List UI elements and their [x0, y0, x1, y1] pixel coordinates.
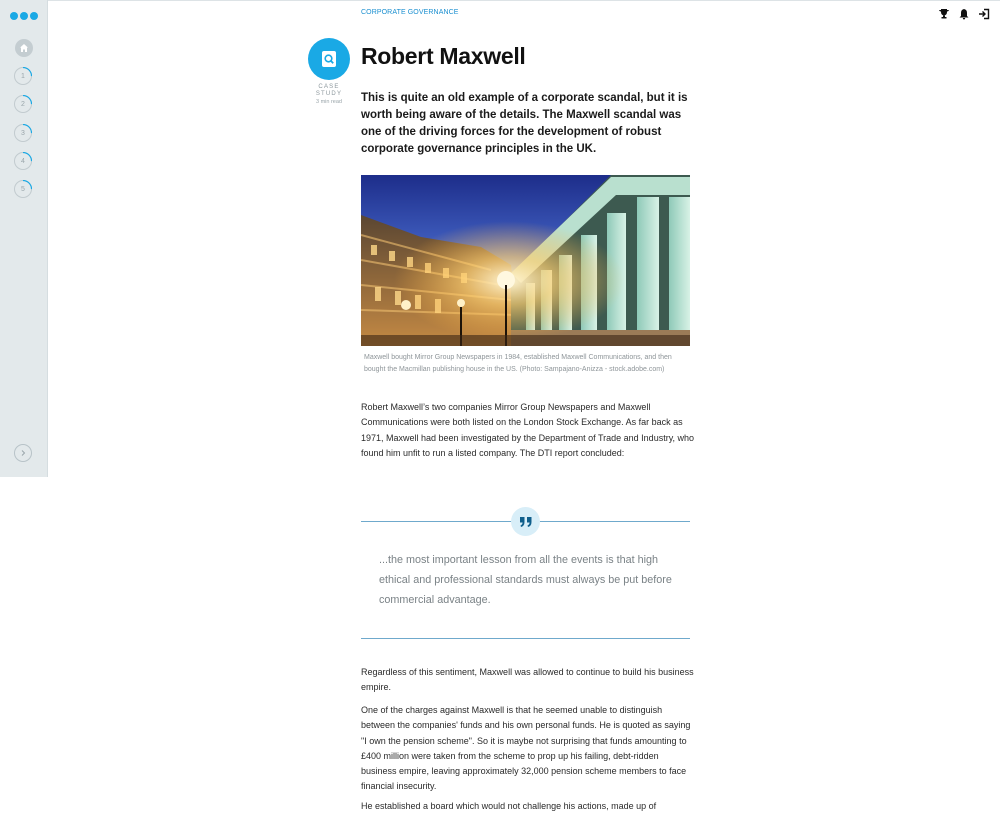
article-paragraph-2: Regardless of this sentiment, Maxwell was allowed to continue to build his business empire.	[361, 667, 694, 693]
app-logo[interactable]	[10, 12, 38, 20]
image-caption: Maxwell bought Mirror Group Newspapers in 1984, established Maxwell Communications, and then bought the Macmillan publishing house in the US. (Photo: Sampajano-Anizza - stock.adobe.com)	[364, 354, 672, 373]
quote-bottom-rule	[361, 638, 690, 639]
article-paragraph-3: One of the charges against Maxwell is that he seemed unable to distinguish between the companies' funds and his own personal funds. He is quoted as saying "I own the pension scheme". So it is maybe not surprising that funds amounting to £400 million were taken from the scheme to prop up his failing, debt-ridden business empire, leaving approximately 32,000 pension scheme members to face financial insecurity.	[361, 705, 691, 792]
sidebar-step-5[interactable]	[14, 180, 32, 198]
content-type-label	[309, 84, 349, 98]
step-number: 3	[21, 129, 25, 137]
trophy-icon[interactable]	[938, 7, 950, 19]
pull-quote: ...the most important lesson from all the events is that high ethical and professional standards must always be put before commercial advantage.	[379, 554, 672, 606]
step-progress-ring	[14, 67, 32, 85]
article-paragraph-4: He established a board which would not challenge his actions, made up of	[361, 801, 657, 811]
sidebar-step-1[interactable]	[14, 67, 32, 85]
chevron-right-icon	[19, 449, 27, 457]
step-progress-ring	[14, 152, 32, 170]
category-link[interactable]: CORPORATE GOVERNANCE	[361, 9, 459, 16]
page-title: Robert Maxwell	[361, 43, 526, 69]
step-number: 1	[21, 72, 25, 80]
content-type-line1: CASE	[318, 84, 340, 90]
top-divider	[0, 0, 1000, 1]
bell-icon[interactable]	[958, 7, 970, 19]
read-time: 3 min read	[316, 99, 342, 105]
sidebar	[0, 0, 48, 477]
next-step-button[interactable]	[14, 444, 32, 462]
case-study-badge	[308, 38, 350, 80]
quote-icon	[511, 507, 540, 536]
sidebar-step-2[interactable]	[14, 95, 32, 113]
step-number: 4	[21, 157, 25, 165]
search-document-icon	[318, 48, 340, 70]
step-progress-ring	[14, 180, 32, 198]
article-image	[361, 175, 690, 346]
step-number: 5	[21, 185, 25, 193]
sidebar-step-4[interactable]	[14, 152, 32, 170]
step-progress-ring	[14, 124, 32, 142]
home-button[interactable]	[15, 39, 33, 57]
header-actions	[938, 7, 990, 19]
article-intro: This is quite an old example of a corporate scandal, but it is worth being aware of the details. The Maxwell scandal was one of the driving forces for the development of robust corporate governance principles in the UK.	[361, 92, 688, 155]
step-progress-ring	[14, 95, 32, 113]
logout-icon[interactable]	[978, 7, 990, 19]
step-number: 2	[21, 100, 25, 108]
sidebar-step-3[interactable]	[14, 124, 32, 142]
content-type-line2: STUDY	[315, 91, 343, 97]
article-paragraph-1: Robert Maxwell’s two companies Mirror Group Newspapers and Maxwell Communications were both listed on the London Stock Exchange. As far back as 1971, Maxwell had been investigated by the Department of Trade and Industry, who found him unfit to run a listed company. The DTI report concluded:	[361, 402, 695, 458]
home-icon	[19, 43, 29, 53]
